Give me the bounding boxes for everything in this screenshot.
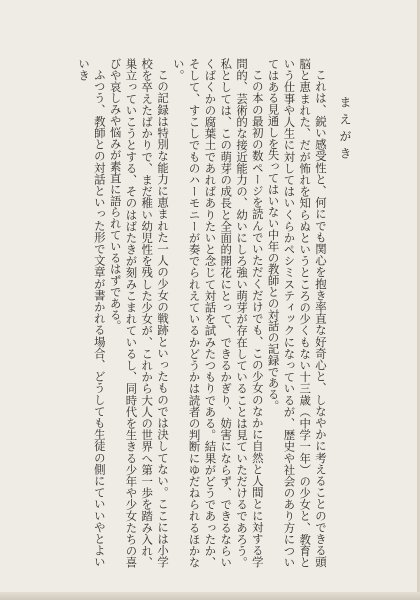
paragraph-4: ふつう、教師との対話といった形で文章が書かれる場合、どうしても生徒の側にていいやとよいいき — [77, 58, 107, 568]
paragraph-3: この記録は特別な能力に恵まれた一人の少女の戦跡といったものでは決してない。ここには小学校を卒えたばかりで、まだ稚い幼児性を残した少女が、これから大人の世界へ第一歩を踏み入れ、巣立っていこうとする、そのはばたきが刻みこまれているし、同時代を生きる少年や少女たちの喜びや哀しみや悩みが素直に語られているはずである。 — [108, 58, 171, 568]
paragraph-1: これは、鋭い感受性と、何にでも関心を抱き率直な好奇心と、しなやかに考えることのできる頭脳と恵まれた、だが怖れを知らぬというところの少くもない十三歳（中学一年）の少女と、教育という仕事や人生に対してはいくらかペシミスティックになっているが、歴史や社会のあり方についてはある見通しを失ってはいない中年の教師との対話の記録である。 — [266, 58, 328, 568]
section-heading: まえがき — [338, 96, 352, 164]
paragraph-2: この本の最初の数ページを読んでいただくだけでも、この少女のなかに自然と人間とに対する学問的、芸術的な接近能力の、幼いにしろ強い萌芽が存在していることは見ていただけるであろう。私としては、この萌芽の成長と全面的開花にとって、できるかぎり、妨害にならず、できるならいくばくかの腐葉土であればありたいと念じて対話を試みたつもりである。結果がどうであったか、そして、すこしでものハーモニーが奏でられえているかどうかは読者の判断にゆだねられるほかない。 — [171, 58, 265, 568]
page-edge-bottom — [0, 592, 420, 600]
body-text — [75, 58, 328, 568]
